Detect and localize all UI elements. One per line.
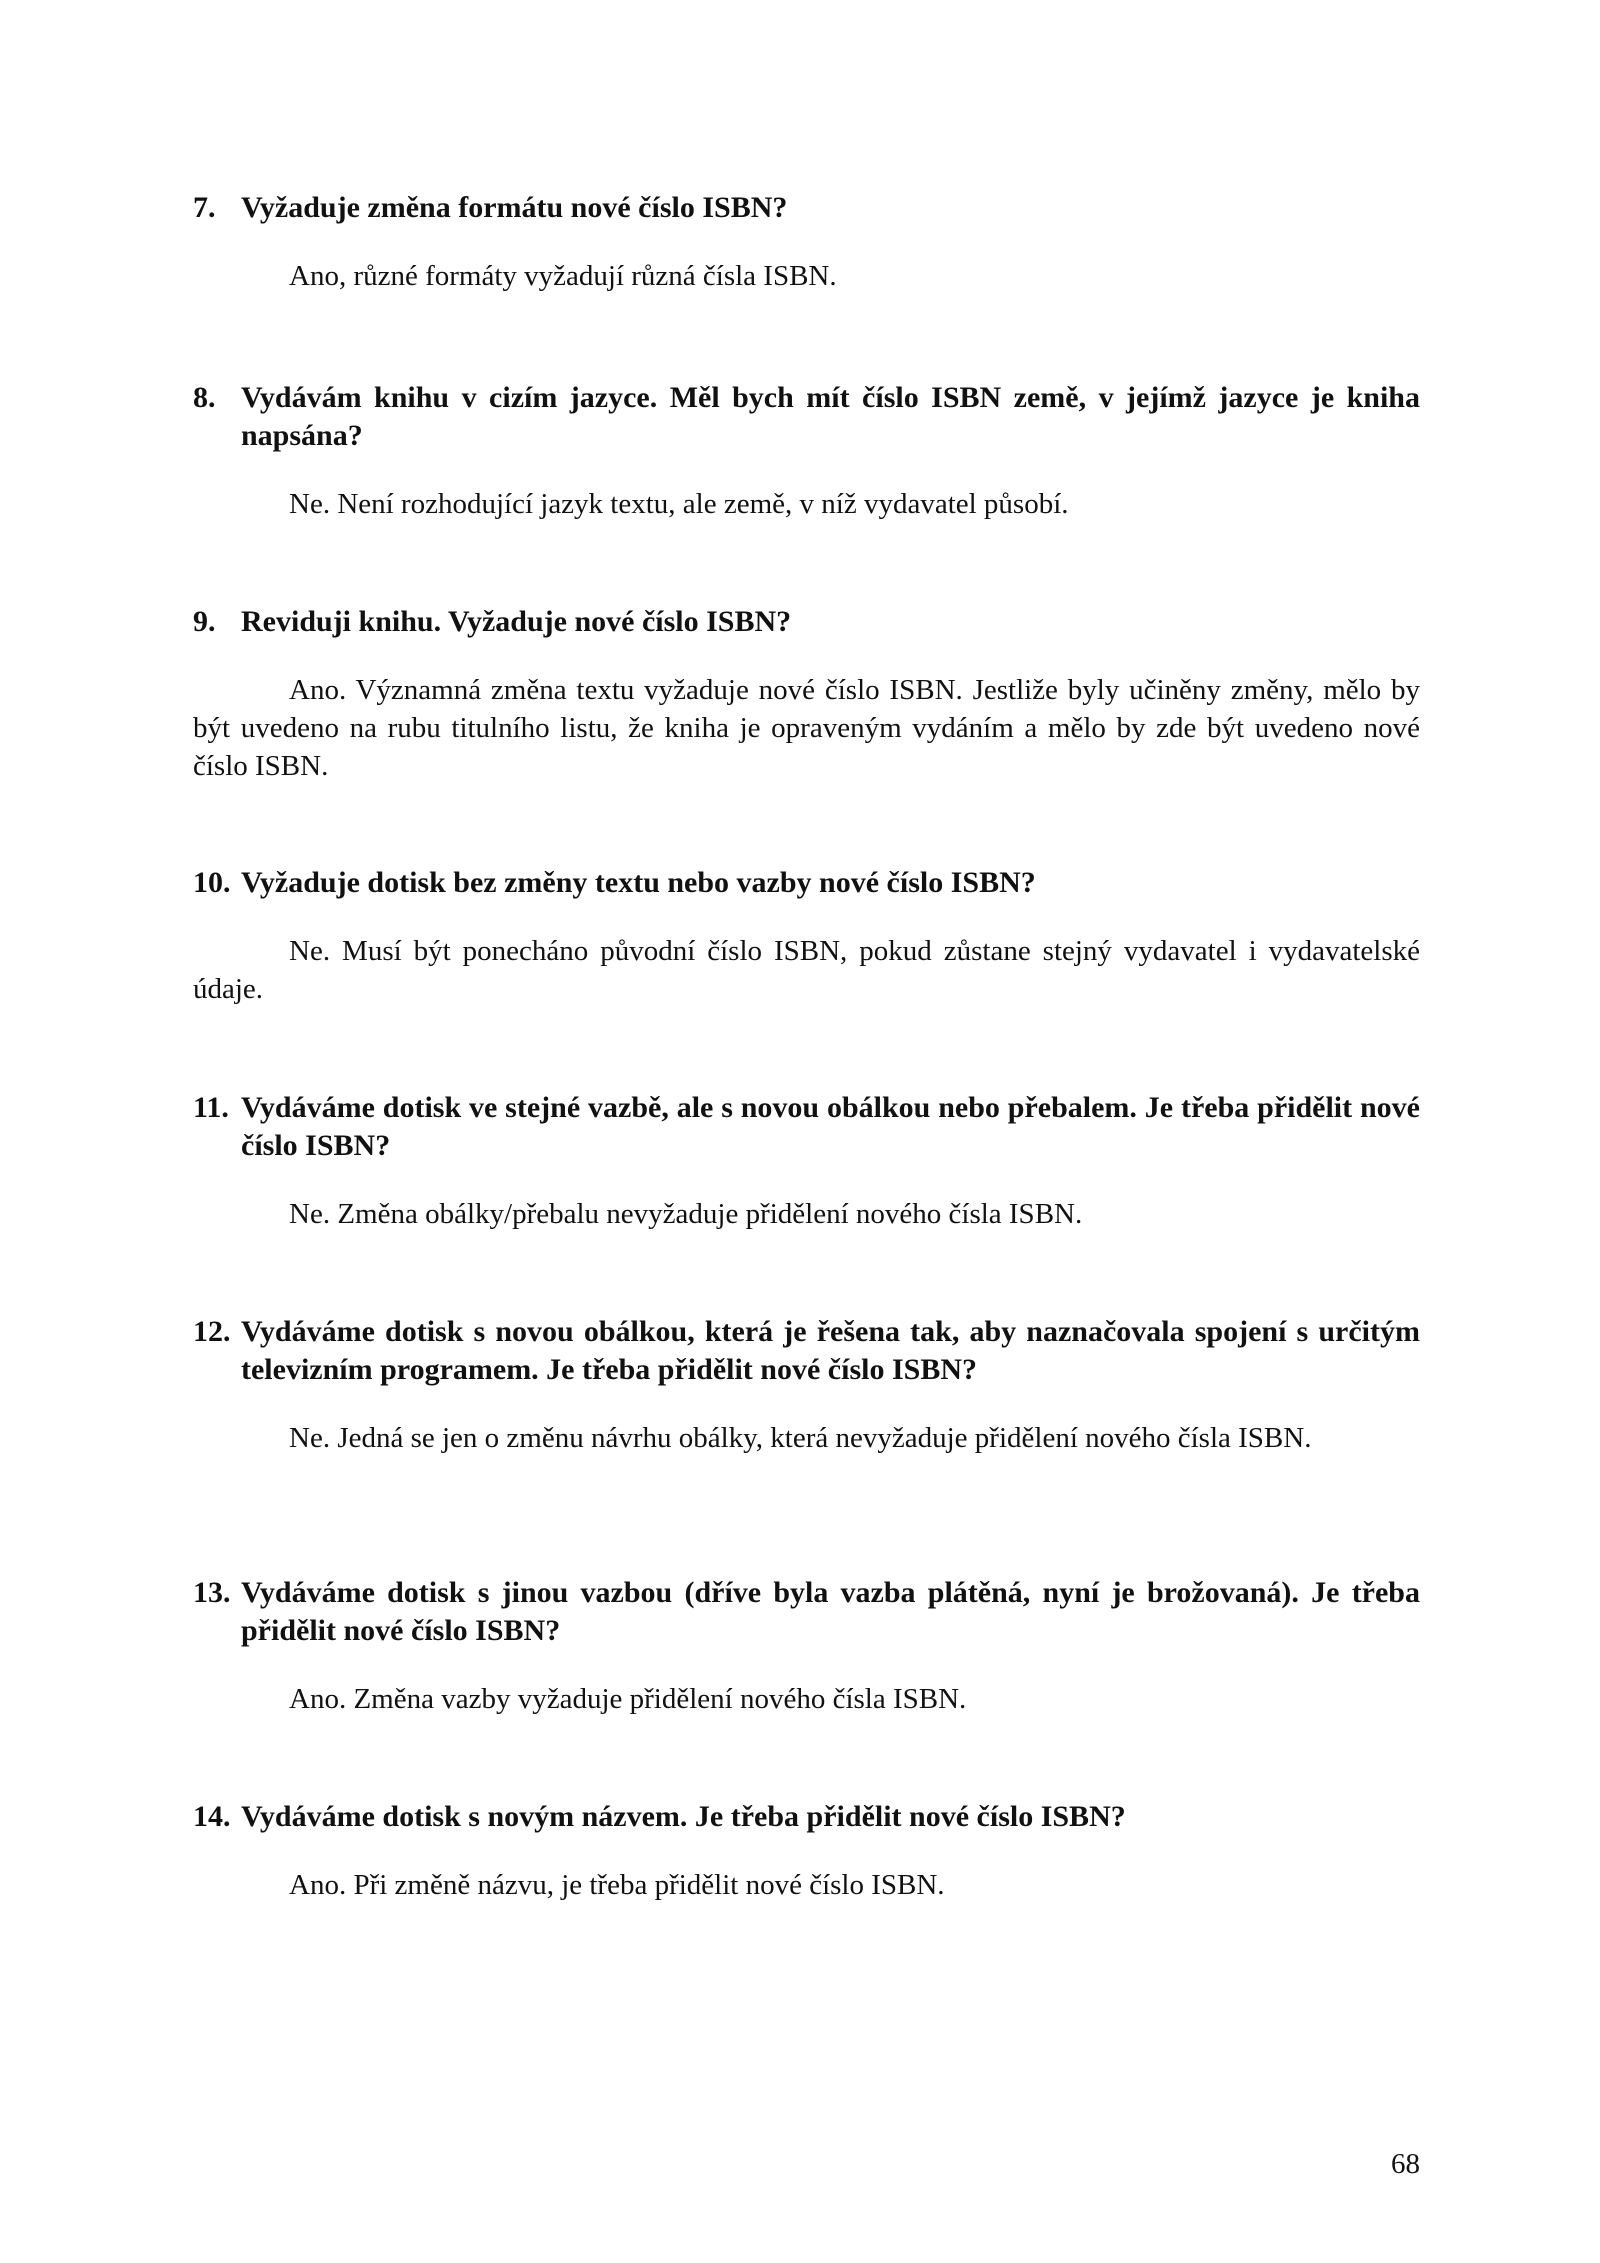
question-text: Vydáváme dotisk s novým názvem. Je třeba přidělit nové číslo ISBN? bbox=[241, 1800, 1126, 1833]
answer-text: Ne. Není rozhodující jazyk textu, ale země, v níž vydavatel působí. bbox=[289, 488, 1069, 520]
question bbox=[193, 1574, 1420, 1650]
faq-item-12 bbox=[193, 1313, 1420, 1457]
faq-item-7 bbox=[193, 189, 1420, 295]
question bbox=[193, 1798, 1420, 1836]
question-number: 10. bbox=[193, 866, 231, 899]
question bbox=[193, 864, 1420, 902]
question bbox=[193, 603, 1420, 641]
question-number: 12. bbox=[193, 1315, 231, 1348]
faq-item-8 bbox=[193, 379, 1420, 523]
faq-item-9 bbox=[193, 603, 1420, 785]
page-number: 68 bbox=[1391, 2148, 1420, 2180]
question-text: Vyžaduje změna formátu nové číslo ISBN? bbox=[241, 191, 788, 224]
faq-item-10 bbox=[193, 864, 1420, 1008]
faq-item-11 bbox=[193, 1089, 1420, 1233]
answer-text: Ne. Změna obálky/přebalu nevyžaduje přidělení nového čísla ISBN. bbox=[289, 1198, 1083, 1230]
answer-text: Ano. Při změně názvu, je třeba přidělit nové číslo ISBN. bbox=[289, 1869, 945, 1901]
question-text: Vydáváme dotisk s novou obálkou, která je řešena tak, aby naznačovala spojení s určitým televizním programem. Je třeba přidělit nové číslo ISBN? bbox=[241, 1315, 1420, 1386]
question-number: 8. bbox=[193, 381, 216, 414]
question bbox=[193, 1089, 1420, 1165]
question-number: 13. bbox=[193, 1576, 231, 1609]
question-text: Vyžaduje dotisk bez změny textu nebo vazby nové číslo ISBN? bbox=[241, 866, 1036, 899]
answer-text: Ano. Významná změna textu vyžaduje nové číslo ISBN. Jestliže byly učiněny změny, mělo by být uvedeno na rubu titulního listu, že kniha je opraveným vydáním a mělo by zde být uvedeno nové číslo ISBN. bbox=[193, 674, 1420, 782]
question bbox=[193, 189, 1420, 227]
question-text: Vydáváme dotisk ve stejné vazbě, ale s novou obálkou nebo přebalem. Je třeba přidělit nové číslo ISBN? bbox=[241, 1091, 1420, 1162]
question bbox=[193, 1313, 1420, 1389]
answer-text: Ne. Musí být ponecháno původní číslo ISBN, pokud zůstane stejný vydavatel i vydavatelské údaje. bbox=[193, 935, 1420, 1005]
answer-text: Ne. Jedná se jen o změnu návrhu obálky, která nevyžaduje přidělení nového čísla ISBN. bbox=[289, 1422, 1312, 1454]
question-number: 7. bbox=[193, 191, 216, 224]
question-text: Vydáváme dotisk s jinou vazbou (dříve byla vazba plátěná, nyní je brožovaná). Je třeba přidělit nové číslo ISBN? bbox=[241, 1576, 1420, 1647]
faq-item-14 bbox=[193, 1798, 1420, 1904]
faq-item-13 bbox=[193, 1574, 1420, 1718]
question-number: 9. bbox=[193, 605, 216, 638]
question-text: Vydávám knihu v cizím jazyce. Měl bych mít číslo ISBN země, v jejímž jazyce je kniha napsána? bbox=[241, 381, 1420, 452]
question-number: 14. bbox=[193, 1800, 231, 1833]
question-number: 11. bbox=[193, 1091, 229, 1124]
answer-text: Ano, různé formáty vyžadují různá čísla ISBN. bbox=[289, 260, 837, 292]
answer-text: Ano. Změna vazby vyžaduje přidělení nového čísla ISBN. bbox=[289, 1683, 967, 1715]
question bbox=[193, 379, 1420, 455]
question-text: Reviduji knihu. Vyžaduje nové číslo ISBN? bbox=[241, 605, 792, 638]
